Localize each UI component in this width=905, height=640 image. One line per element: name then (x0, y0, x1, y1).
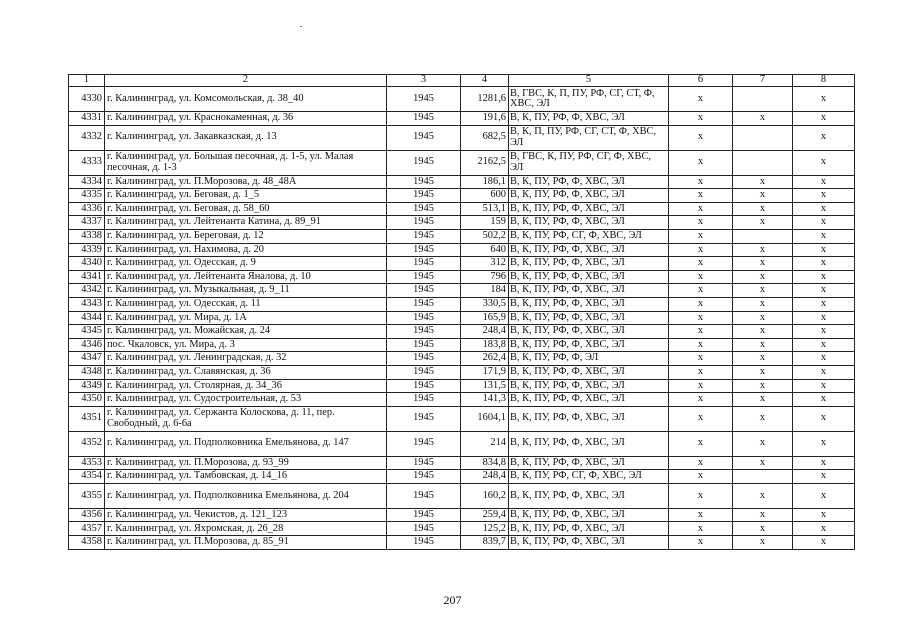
row-area: 259,4 (461, 508, 509, 522)
scan-speck (300, 26, 302, 27)
row-col7-mark (733, 229, 793, 243)
row-address: г. Калининград, ул. Можайская, д. 24 (105, 325, 387, 339)
row-utilities: В, К, ПУ, РФ, Ф, ХВС, ЭЛ (509, 508, 669, 522)
row-utilities: В, К, ПУ, РФ, СГ, Ф, ХВС, ЭЛ (509, 229, 669, 243)
row-col7-mark (733, 150, 793, 175)
row-col6-mark: х (669, 150, 733, 175)
row-col8-mark: х (793, 257, 855, 271)
table-row (69, 431, 855, 456)
row-area: 640 (461, 243, 509, 257)
row-col6-mark: х (669, 311, 733, 325)
row-year: 1945 (387, 150, 461, 175)
row-area: 159 (461, 216, 509, 230)
row-utilities: В, К, ПУ, РФ, Ф, ХВС, ЭЛ (509, 536, 669, 550)
header-col-8: 8 (793, 75, 855, 87)
row-number: 4342 (69, 284, 105, 298)
row-col6-mark: х (669, 325, 733, 339)
row-year: 1945 (387, 352, 461, 366)
row-year: 1945 (387, 125, 461, 150)
row-area: 184 (461, 284, 509, 298)
table-row (69, 456, 855, 470)
row-number: 4332 (69, 125, 105, 150)
row-col8-mark: х (793, 522, 855, 536)
row-utilities: В, К, ПУ, РФ, Ф, ХВС, ЭЛ (509, 325, 669, 339)
row-year: 1945 (387, 189, 461, 203)
row-year: 1945 (387, 311, 461, 325)
row-col8-mark: х (793, 365, 855, 379)
row-col8-mark: х (793, 175, 855, 189)
row-col7-mark: х (733, 508, 793, 522)
header-col-1: 1 (69, 75, 105, 87)
row-year: 1945 (387, 270, 461, 284)
row-address: г. Калининград, ул. Подполковника Емельянова, д. 147 (105, 431, 387, 456)
row-utilities: В, К, ПУ, РФ, Ф, ХВС, ЭЛ (509, 175, 669, 189)
row-col7-mark: х (733, 522, 793, 536)
row-number: 4339 (69, 243, 105, 257)
row-number: 4346 (69, 338, 105, 352)
row-col8-mark: х (793, 393, 855, 407)
table-row (69, 338, 855, 352)
row-col7-mark: х (733, 406, 793, 431)
row-col7-mark: х (733, 456, 793, 470)
row-col8-mark: х (793, 379, 855, 393)
row-col6-mark: х (669, 125, 733, 150)
table-row (69, 325, 855, 339)
row-col8-mark: х (793, 325, 855, 339)
table-row (69, 379, 855, 393)
row-col8-mark: х (793, 431, 855, 456)
row-utilities: В, К, ПУ, РФ, Ф, ХВС, ЭЛ (509, 270, 669, 284)
row-col6-mark: х (669, 243, 733, 257)
row-utilities: В, ГВС, К, ПУ, РФ, СГ, Ф, ХВС, ЭЛ (509, 150, 669, 175)
row-year: 1945 (387, 522, 461, 536)
row-number: 4330 (69, 87, 105, 112)
row-number: 4357 (69, 522, 105, 536)
row-area: 839,7 (461, 536, 509, 550)
row-number: 4338 (69, 229, 105, 243)
row-col8-mark: х (793, 189, 855, 203)
row-year: 1945 (387, 483, 461, 508)
table-row (69, 406, 855, 431)
row-number: 4351 (69, 406, 105, 431)
row-year: 1945 (387, 338, 461, 352)
row-area: 262,4 (461, 352, 509, 366)
row-col7-mark: х (733, 202, 793, 216)
row-area: 248,4 (461, 470, 509, 484)
row-col8-mark: х (793, 216, 855, 230)
header-col-7: 7 (733, 75, 793, 87)
row-address: г. Калининград, ул. Музыкальная, д. 9_11 (105, 284, 387, 298)
row-address: г. Калининград, ул. Судостроительная, д. 53 (105, 393, 387, 407)
row-utilities: В, К, ПУ, РФ, Ф, ХВС, ЭЛ (509, 522, 669, 536)
row-year: 1945 (387, 175, 461, 189)
row-area: 1281,6 (461, 87, 509, 112)
header-col-2: 2 (105, 75, 387, 87)
row-year: 1945 (387, 284, 461, 298)
row-col7-mark: х (733, 189, 793, 203)
row-col8-mark: х (793, 311, 855, 325)
row-area: 600 (461, 189, 509, 203)
row-address: г. Калининград, ул. Сержанта Колоскова, д. 11, пер. Свободный, д. 6-6а (105, 406, 387, 431)
row-utilities: В, ГВС, К, П, ПУ, РФ, СГ, СТ, Ф, ХВС, ЭЛ (509, 87, 669, 112)
row-col7-mark: х (733, 243, 793, 257)
row-year: 1945 (387, 379, 461, 393)
row-col7-mark: х (733, 365, 793, 379)
row-col6-mark: х (669, 483, 733, 508)
row-col6-mark: х (669, 202, 733, 216)
row-col7-mark (733, 470, 793, 484)
row-col8-mark: х (793, 338, 855, 352)
row-col8-mark: х (793, 297, 855, 311)
row-col7-mark: х (733, 216, 793, 230)
row-number: 4341 (69, 270, 105, 284)
row-col8-mark: х (793, 536, 855, 550)
row-col7-mark: х (733, 536, 793, 550)
row-year: 1945 (387, 297, 461, 311)
row-address: г. Калининград, ул. Беговая, д. 1_5 (105, 189, 387, 203)
table-row (69, 393, 855, 407)
row-col6-mark: х (669, 257, 733, 271)
row-area: 160,2 (461, 483, 509, 508)
row-year: 1945 (387, 456, 461, 470)
row-number: 4358 (69, 536, 105, 550)
row-number: 4340 (69, 257, 105, 271)
row-utilities: В, К, П, ПУ, РФ, СГ, СТ, Ф, ХВС, ЭЛ (509, 125, 669, 150)
table-row (69, 216, 855, 230)
row-number: 4336 (69, 202, 105, 216)
table-row (69, 257, 855, 271)
row-address: г. Калининград, ул. Столярная, д. 34_36 (105, 379, 387, 393)
row-number: 4345 (69, 325, 105, 339)
row-year: 1945 (387, 365, 461, 379)
row-address: г. Калининград, ул. Чекистов, д. 121_123 (105, 508, 387, 522)
row-area: 330,5 (461, 297, 509, 311)
row-number: 4348 (69, 365, 105, 379)
row-utilities: В, К, ПУ, РФ, Ф, ХВС, ЭЛ (509, 431, 669, 456)
header-col-3: 3 (387, 75, 461, 87)
table-row (69, 229, 855, 243)
row-area: 171,9 (461, 365, 509, 379)
row-utilities: В, К, ПУ, РФ, Ф, ХВС, ЭЛ (509, 297, 669, 311)
row-number: 4355 (69, 483, 105, 508)
row-address: г. Калининград, ул. Славянская, д. 36 (105, 365, 387, 379)
table-row (69, 284, 855, 298)
row-col6-mark: х (669, 508, 733, 522)
row-col6-mark: х (669, 522, 733, 536)
row-address: пос. Чкаловск, ул. Мира, д. 3 (105, 338, 387, 352)
row-number: 4350 (69, 393, 105, 407)
row-year: 1945 (387, 257, 461, 271)
table-row (69, 536, 855, 550)
row-address: г. Калининград, ул. Мира, д. 1А (105, 311, 387, 325)
page-number: 207 (443, 593, 462, 607)
row-year: 1945 (387, 216, 461, 230)
row-area: 165,9 (461, 311, 509, 325)
row-col7-mark: х (733, 393, 793, 407)
row-area: 248,4 (461, 325, 509, 339)
row-address: г. Калининград, ул. Одесская, д. 11 (105, 297, 387, 311)
row-col8-mark: х (793, 470, 855, 484)
table-row (69, 483, 855, 508)
row-number: 4334 (69, 175, 105, 189)
table-row (69, 175, 855, 189)
table-body (69, 87, 855, 550)
row-col8-mark: х (793, 456, 855, 470)
row-address: г. Калининград, ул. Нахимова, д. 20 (105, 243, 387, 257)
row-col7-mark: х (733, 338, 793, 352)
header-col-6: 6 (669, 75, 733, 87)
row-col8-mark: х (793, 483, 855, 508)
table-row (69, 270, 855, 284)
table-row (69, 365, 855, 379)
row-col7-mark: х (733, 431, 793, 456)
table-row (69, 112, 855, 126)
row-year: 1945 (387, 229, 461, 243)
row-col6-mark: х (669, 284, 733, 298)
row-col7-mark (733, 125, 793, 150)
row-number: 4333 (69, 150, 105, 175)
row-area: 796 (461, 270, 509, 284)
row-utilities: В, К, ПУ, РФ, Ф, ХВС, ЭЛ (509, 257, 669, 271)
row-utilities: В, К, ПУ, РФ, Ф, ХВС, ЭЛ (509, 365, 669, 379)
row-address: г. Калининград, ул. Яхромская, д. 26_28 (105, 522, 387, 536)
row-col6-mark: х (669, 297, 733, 311)
table-row (69, 202, 855, 216)
row-number: 4349 (69, 379, 105, 393)
row-col7-mark: х (733, 284, 793, 298)
row-area: 214 (461, 431, 509, 456)
row-year: 1945 (387, 325, 461, 339)
row-col6-mark: х (669, 470, 733, 484)
row-address: г. Калининград, ул. Одесская, д. 9 (105, 257, 387, 271)
row-col7-mark: х (733, 352, 793, 366)
row-col8-mark: х (793, 87, 855, 112)
row-col6-mark: х (669, 270, 733, 284)
row-address: г. Калининград, ул. П.Морозова, д. 93_99 (105, 456, 387, 470)
table-row (69, 189, 855, 203)
row-utilities: В, К, ПУ, РФ, Ф, ХВС, ЭЛ (509, 483, 669, 508)
row-number: 4353 (69, 456, 105, 470)
row-col6-mark: х (669, 406, 733, 431)
row-address: г. Калининград, ул. Беговая, д. 58_60 (105, 202, 387, 216)
table-row (69, 522, 855, 536)
table-row (69, 297, 855, 311)
row-col6-mark: х (669, 536, 733, 550)
row-address: г. Калининград, ул. Лейтенанта Катина, д. 89_91 (105, 216, 387, 230)
row-col6-mark: х (669, 175, 733, 189)
header-col-4: 4 (461, 75, 509, 87)
row-area: 1604,1 (461, 406, 509, 431)
row-area: 2162,5 (461, 150, 509, 175)
table-row (69, 352, 855, 366)
row-utilities: В, К, ПУ, РФ, Ф, ЭЛ (509, 352, 669, 366)
row-number: 4347 (69, 352, 105, 366)
row-col7-mark: х (733, 379, 793, 393)
row-col7-mark: х (733, 297, 793, 311)
row-address: г. Калининград, ул. Большая песочная, д. 1-5, ул. Малая песочная, д. 1-3 (105, 150, 387, 175)
row-utilities: В, К, ПУ, РФ, Ф, ХВС, ЭЛ (509, 216, 669, 230)
row-area: 183,8 (461, 338, 509, 352)
row-col8-mark: х (793, 352, 855, 366)
header-col-5: 5 (509, 75, 669, 87)
row-address: г. Калининград, ул. Лейтенанта Яналова, д. 10 (105, 270, 387, 284)
row-number: 4354 (69, 470, 105, 484)
row-year: 1945 (387, 243, 461, 257)
row-area: 186,1 (461, 175, 509, 189)
row-col6-mark: х (669, 431, 733, 456)
row-area: 834,8 (461, 456, 509, 470)
row-col6-mark: х (669, 379, 733, 393)
row-col6-mark: х (669, 393, 733, 407)
row-address: г. Калининград, ул. Тамбовская, д. 14_16 (105, 470, 387, 484)
row-year: 1945 (387, 393, 461, 407)
row-number: 4344 (69, 311, 105, 325)
row-area: 312 (461, 257, 509, 271)
table-row (69, 508, 855, 522)
row-col7-mark: х (733, 175, 793, 189)
row-number: 4343 (69, 297, 105, 311)
row-col6-mark: х (669, 112, 733, 126)
row-area: 513,1 (461, 202, 509, 216)
row-address: г. Калининград, ул. Береговая, д. 12 (105, 229, 387, 243)
row-year: 1945 (387, 87, 461, 112)
row-number: 4335 (69, 189, 105, 203)
row-year: 1945 (387, 470, 461, 484)
row-col8-mark: х (793, 508, 855, 522)
row-area: 125,2 (461, 522, 509, 536)
table-row (69, 311, 855, 325)
row-utilities: В, К, ПУ, РФ, Ф, ХВС, ЭЛ (509, 338, 669, 352)
housing-table (68, 74, 855, 550)
row-col7-mark: х (733, 270, 793, 284)
row-col8-mark: х (793, 229, 855, 243)
row-utilities: В, К, ПУ, РФ, Ф, ХВС, ЭЛ (509, 406, 669, 431)
row-col8-mark: х (793, 284, 855, 298)
row-col7-mark (733, 87, 793, 112)
row-col6-mark: х (669, 87, 733, 112)
row-col6-mark: х (669, 365, 733, 379)
row-year: 1945 (387, 112, 461, 126)
row-col6-mark: х (669, 216, 733, 230)
row-utilities: В, К, ПУ, РФ, Ф, ХВС, ЭЛ (509, 112, 669, 126)
row-col8-mark: х (793, 202, 855, 216)
row-year: 1945 (387, 431, 461, 456)
row-utilities: В, К, ПУ, РФ, Ф, ХВС, ЭЛ (509, 393, 669, 407)
row-year: 1945 (387, 536, 461, 550)
row-utilities: В, К, ПУ, РФ, Ф, ХВС, ЭЛ (509, 379, 669, 393)
row-area: 141,3 (461, 393, 509, 407)
row-utilities: В, К, ПУ, РФ, Ф, ХВС, ЭЛ (509, 311, 669, 325)
row-address: г. Калининград, ул. Подполковника Емельянова, д. 204 (105, 483, 387, 508)
row-area: 682,5 (461, 125, 509, 150)
row-number: 4331 (69, 112, 105, 126)
row-number: 4356 (69, 508, 105, 522)
row-area: 502,2 (461, 229, 509, 243)
row-number: 4337 (69, 216, 105, 230)
table-row (69, 470, 855, 484)
row-number: 4352 (69, 431, 105, 456)
row-col8-mark: х (793, 150, 855, 175)
row-utilities: В, К, ПУ, РФ, Ф, ХВС, ЭЛ (509, 202, 669, 216)
table-row (69, 150, 855, 175)
row-address: г. Калининград, ул. Закавказская, д. 13 (105, 125, 387, 150)
row-col6-mark: х (669, 229, 733, 243)
row-address: г. Калининград, ул. Комсомольская, д. 38_40 (105, 87, 387, 112)
row-utilities: В, К, ПУ, РФ, Ф, ХВС, ЭЛ (509, 284, 669, 298)
row-col7-mark: х (733, 483, 793, 508)
row-col7-mark: х (733, 325, 793, 339)
row-col8-mark: х (793, 406, 855, 431)
row-col7-mark: х (733, 257, 793, 271)
row-col8-mark: х (793, 270, 855, 284)
table-row (69, 87, 855, 112)
row-col8-mark: х (793, 112, 855, 126)
header-row (69, 75, 855, 87)
row-area: 131,5 (461, 379, 509, 393)
row-col7-mark: х (733, 112, 793, 126)
row-address: г. Калининград, ул. П.Морозова, д. 85_91 (105, 536, 387, 550)
row-area: 191,6 (461, 112, 509, 126)
table-row (69, 125, 855, 150)
row-col7-mark: х (733, 311, 793, 325)
row-utilities: В, К, ПУ, РФ, Ф, ХВС, ЭЛ (509, 456, 669, 470)
row-address: г. Калининград, ул. Ленинградская, д. 32 (105, 352, 387, 366)
row-utilities: В, К, ПУ, РФ, Ф, ХВС, ЭЛ (509, 189, 669, 203)
row-col6-mark: х (669, 189, 733, 203)
row-col6-mark: х (669, 456, 733, 470)
row-col8-mark: х (793, 125, 855, 150)
row-address: г. Калининград, ул. Краснокаменная, д. 36 (105, 112, 387, 126)
row-address: г. Калининград, ул. П.Морозова, д. 48_48А (105, 175, 387, 189)
row-year: 1945 (387, 406, 461, 431)
row-col6-mark: х (669, 352, 733, 366)
row-year: 1945 (387, 508, 461, 522)
row-year: 1945 (387, 202, 461, 216)
row-utilities: В, К, ПУ, РФ, СГ, Ф, ХВС, ЭЛ (509, 470, 669, 484)
table-row (69, 243, 855, 257)
row-col8-mark: х (793, 243, 855, 257)
row-col6-mark: х (669, 338, 733, 352)
row-utilities: В, К, ПУ, РФ, Ф, ХВС, ЭЛ (509, 243, 669, 257)
